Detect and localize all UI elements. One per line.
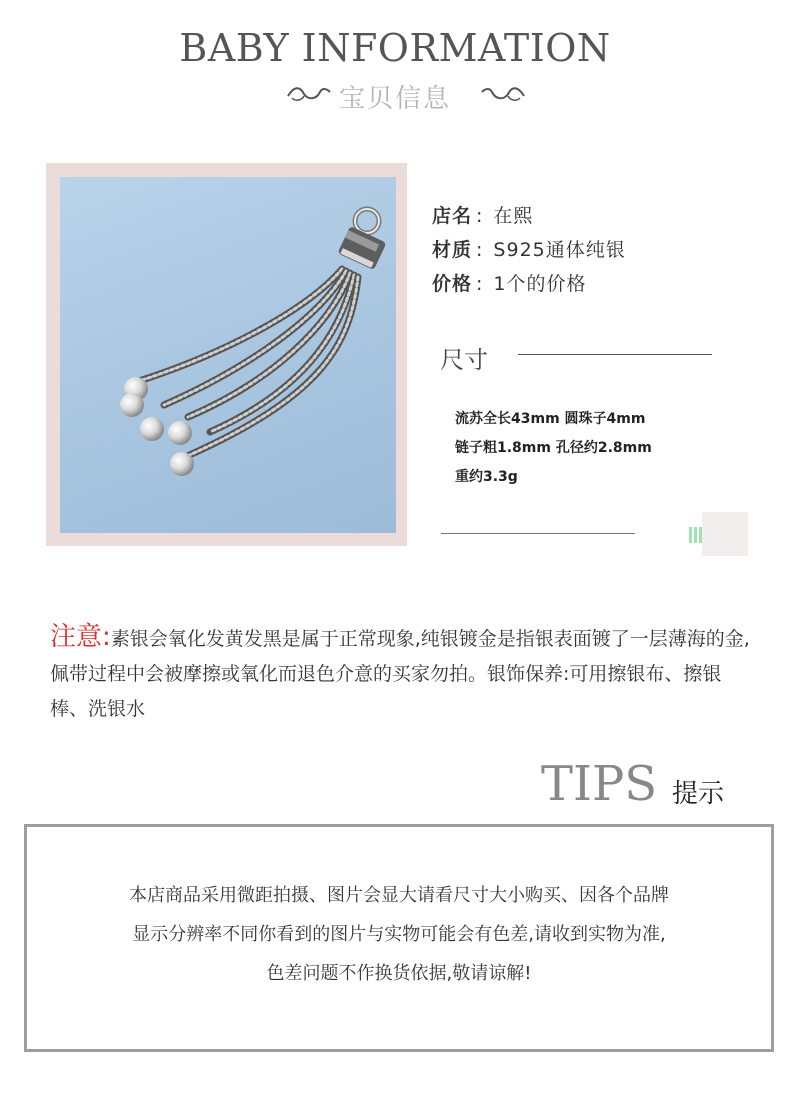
tips-title-zh: 提示 bbox=[672, 779, 725, 809]
page-subtitle: 宝贝信息 bbox=[338, 84, 451, 114]
tips-title-en: TIPS bbox=[541, 756, 658, 812]
info-key: 价格 bbox=[432, 273, 473, 295]
info-row-price bbox=[432, 269, 587, 296]
tips-line: 显示分辨率不同你看到的图片与实物可能会有色差,请收到实物为准, bbox=[132, 924, 666, 945]
product-image bbox=[60, 177, 396, 533]
size-heading: 尺寸 bbox=[440, 346, 488, 374]
notice-paragraph bbox=[50, 620, 755, 727]
info-value: S925通体纯银 bbox=[493, 239, 626, 261]
notice-text: 素银会氧化发黄发黑是属于正常现象,纯银镀金是指银表面镀了一层薄海的金,佩带过程中会被摩擦或氧化而退色介意的买家勿拍。银饰保养:可用擦银布、擦银棒、洗银水 bbox=[50, 628, 750, 720]
info-bottom-divider bbox=[441, 533, 635, 534]
info-row-material bbox=[432, 235, 626, 262]
tassel-pendant-illustration bbox=[60, 177, 396, 533]
info-value: 1个的价格 bbox=[493, 273, 587, 295]
info-value: 在熙 bbox=[493, 205, 534, 227]
info-sep: : bbox=[476, 273, 484, 295]
decorative-block bbox=[702, 512, 748, 556]
page-title: BABY INFORMATION bbox=[179, 26, 611, 70]
info-key: 店名 bbox=[432, 205, 473, 227]
info-sep: : bbox=[476, 205, 484, 227]
decorative-bar bbox=[689, 527, 692, 543]
notice-label: 注意: bbox=[50, 622, 111, 652]
decorative-bar bbox=[699, 527, 702, 543]
size-spec: 流苏全长43mm 圆珠子4mm bbox=[455, 411, 646, 427]
info-row-shop bbox=[432, 201, 533, 228]
right-flourish-icon bbox=[480, 84, 526, 104]
size-spec: 重约3.3g bbox=[455, 469, 518, 485]
size-spec: 链子粗1.8mm 孔径约2.8mm bbox=[455, 440, 652, 456]
decorative-bar bbox=[694, 527, 697, 543]
tips-line: 色差问题不作换货依据,敬请谅解! bbox=[266, 963, 532, 984]
size-divider bbox=[518, 354, 712, 355]
info-key: 材质 bbox=[432, 239, 473, 261]
info-sep: : bbox=[476, 239, 484, 261]
tips-line: 本店商品采用微距拍摄、图片会显大请看尺寸大小购买、因各个品牌 bbox=[129, 885, 669, 906]
